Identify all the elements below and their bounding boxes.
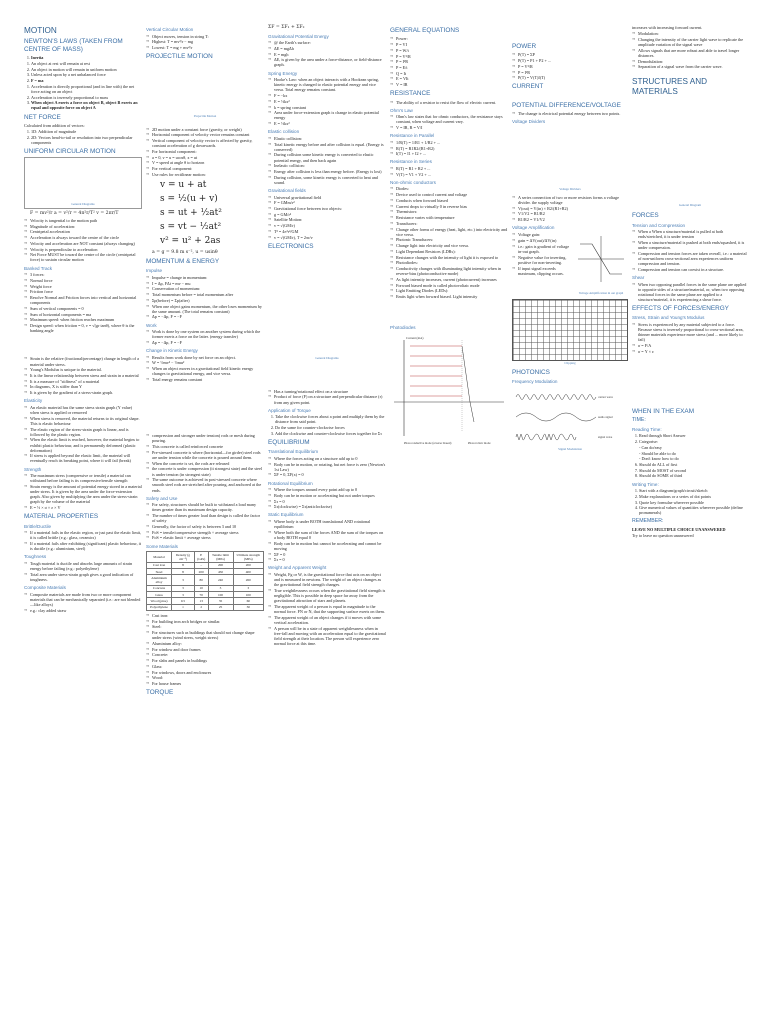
translational-list: ⇒ Where the forces acting on a structure add up to 0 ⇒ Body can be in motion, or rotating, but net force is zero (Newton's 1st Law) ⇒ ΣF = 0, ΣF(x) = 0: [268, 456, 386, 478]
shear-heading: Shear: [632, 274, 645, 280]
elasticity-list: ⇒ An elastic material has the same stress strain graph (Y value) when stress is applied or removed ⇒ When stress is removed, the material returns to its original shape. This is elastic behaviour ⇒ The elastic region of the stress-strain graph is linear, and is followed by the plastic region. ⇒ When the elastic limit is reached, however, the material begins to exhibit plastic behaviour, and is permanently deformed (plastic deformation) ⇒ If stress is applied beyond the elastic limit, the material will eventually reach its breaking point, where it will fail (break): [24, 405, 142, 464]
photodiode-chart-svg: [390, 332, 508, 450]
toughness-heading: Toughness: [24, 554, 47, 560]
elasticity-heading: Elasticity: [24, 398, 43, 404]
reading-time-list: 1. Read through Short Answer 2. Categorise: - Can do/easy - Should be able to do - Don't know how to do 6. Should do ALL of first 7. Should do MOST of second 8. Should do SOME of third: [632, 433, 748, 478]
work-list: ⇒ Work is done by one system on another system during which the former exerts a force on the latter. (energy transfer) ⇒ Δp = −Δp, F = −F: [146, 329, 264, 345]
table-row: Cast iron 8 – 200 200: [147, 562, 264, 568]
photo-axis-y-label: Current (mA): [406, 336, 424, 341]
reading-time-heading: Reading Time:: [632, 426, 662, 432]
table-row: Concrete 3 10 3 3: [147, 585, 264, 591]
table-row: Steel 8 200 450 400: [147, 568, 264, 574]
non-ohmic-list: ⇒ Diodes: ⇒ Device used to control current and voltage ⇒ Conducts when forward biased ⇒ Current drops to virtually 0 in reverse bias ⇒ Thermistors: ⇒ Resistance varies with temperature ⇒ Transducers: ⇒ Change other forms of energy (heat, light, etc.) into electricity and vice versa. ⇒ Photonic Transducers: ⇒ Change light into electricity and vice versa. ⇒ Light Dependant Resistors (LDRs): ⇒ Resistance changes with the intensity of light it is exposed to ⇒ Photodiodes: ⇒ Conductivity changes with illuminating light intensity when in reverse-bias (photoconductive mode) ⇒ As light intensity increases, current (photocurrent) increases ⇒ Forward biased mode is called photovoltaic mode ⇒ Light Emitting Diodes (LEDs): ⇒ Emits light when forward biased. Light intensity: [390, 186, 508, 299]
newtons-laws-list: 1. Inertia 1. An object at rest will remain at rest 2. An object in motion will remain in uniform motion 3. Unless acted upon by a net unbalanced force 2. F = ma 1. Acceleration is directly proportional (and in line with) the net force acting on an object 2. Acceleration is inversely proportional to mass 3. When object A exerts a force on object B, object B exerts an equal and opposite force on object A: [24, 55, 142, 110]
table-row: Aluminium alloy 3 80 240 260: [147, 575, 264, 585]
writing-time-heading: Writing Time:: [632, 481, 659, 487]
power-heading: POWER: [512, 43, 537, 50]
app-torque-heading: Application of Torque: [268, 407, 311, 413]
forces-heading: FORCES: [632, 212, 659, 220]
grav-fields-list: ⇒ Universal gravitational field ⇒ F = GMm/r² ⇒ Gravitational force between two objects: ⇒ g = GM/r² ⇒ Satellite Motion: ⇒ v = √(GM/r) ⇒ T² = 4π²r³/GM ⇒ v = √(GM/r), T = 2πr/v: [268, 195, 386, 240]
torque-heading: TORQUE: [146, 689, 174, 697]
app-torque-list: 1. Take the clockwise forces about a point and multiply them by the distance from said point. 2. Do the same for counter-clockwise forces 3. Add the clockwise and counter-clockwise forces together for Στ: [268, 414, 386, 436]
motion-heading: MOTION: [24, 26, 57, 35]
impulse-heading: Impulse: [146, 268, 163, 274]
vertical-circular-heading: Vertical Circular Motion: [146, 27, 194, 32]
projectile-diagram: Projectile Motion: [146, 63, 264, 125]
ucm-heading: UNIFORM CIRCULAR MOTION: [24, 148, 116, 155]
column-1: MOTION NEWTON'S LAWS (TAKEN FROM CENTRE OF MASS) 1. Inertia 1. An object at rest will remain at rest 2. An object in motion will remain in uniform motion 3. Unless acted upon by a net unbalanced force 2. F = ma 1. Acceleration is directly proportional (and in line with) the net force acting on an object 2. Acceleration is inversely proportional to mass 3. When object A exerts a force on object B, object B exerts an equal and opposite force on object A NET FORCE Calculated from addition of vectors: 1. 1D: Addition of magnitude 2. 2D: Vectors head-to-tail or resolution into two perpendicular components UNIFORM CIRCULAR MOTION General Diagrams F = mv²/r a = v²/r = 4π²r/T² v = 2πr/T ⇒ Velocity is tangential to the motion path ⇒ Magnitude of acceleration: ⇒ Centripetal acceleration ⇒ Acceleration is always toward the centre of the circle ⇒ Velocity and acceleration are NOT constant (always changing) ⇒ Velocity is perpendicular to acceleration ⇒ Net Force MUST be toward the centre of the circle (centripetal force) to sustain circular motion Banked Track ⇒ 3 forces: ⇒ Normal force ⇒ Weight force ⇒ Friction force ⇒ Resolve Normal and Friction forces into vertical and horizontal components ⇒ Sum of vertical components = 0 ⇒ Sum of horizontal components = ma ⇒ Maximum speed: when friction reaches maximum ⇒ Design speed: when friction = 0, v = √(gr tanθ), where θ is the banking angle ⇒ Strain is the relative (fractional/percentage) change in length of a material under stress. ⇒ Young's Modulus is unique to the material. ⇒ It is the linear relationship between stress and strain in a material ⇒ It is a measure of "stiffness" of a material ⇒ In diagrams, X is stiffer than Y ⇒ It is given by the gradient of a stress-strain graph. Elasticity ⇒ An elastic material has the same stress strain graph (Y value) when stress is applied or removed ⇒ When stress is removed, the material returns to its original shape. This is elastic behaviour ⇒ The elastic region of the stress-strain graph is linear, and is followed by the plastic region. ⇒ When the elastic limit is reached, however, the material begins to exhibit plastic behaviour, and is permanently deformed (plastic deformation) ⇒ If stress is applied beyond the elastic limit, the material will eventually reach its breaking point, where it will fail (break) Strength ⇒ The maximum stress (compressive or tensile) a material can withstand before failing is its compressive/tensile strength ⇒ Strain energy is the amount of potential energy stored in a material under stress. It is given by the area under the force-extension graph. Also given by multiplying the area under the stress-strain graph by the volume of the material ⇒ E = ½ × σ × ε × V MATERIAL PROPERTIES Brittle/Ductile ⇒ If a material fails in the elastic region, or just past the elastic limit, it is called brittle (e.g.: glass, ceramics) ⇒ If a material fails after exhibiting (significant) plastic behaviour, it is ductile (e.g.: aluminium, steel) Toughness ⇒ Tough material is ductile and absorbs large amounts of strain energy before failing (e.g.: polyethylene) ⇒ Total area under stress-strain graph gives a good indication of toughness. Composite Materials ⇒ Composite materials are made from two or more component materials that can be mechanically separated (i.e.: are not blended—like alloys) ⇒ e.g.: clay added straw: [24, 24, 142, 1014]
suvat-equations: v = u + at s = ½(u + v) s = ut + ½at² s = vt − ½at² v² = u² + 2as: [160, 179, 222, 247]
resistance-list: ⇒ The ability of a resistor to resist the flow of electric current.: [390, 100, 508, 105]
banked-track-heading: Banked Track: [24, 265, 53, 271]
column-4: [390, 24, 508, 1014]
rotational-heading: Rotational Equilibrium: [268, 480, 313, 486]
ohms-law-list: ⇒ Ohm's law states that for ohmic conductors, the resistance stays constant, when voltage and current vary. ⇒ V = IR, R = V/I: [390, 114, 508, 130]
voltage-divider-list: ⇒ A series connection of two or more resistors forms a voltage divider. the supply voltage ⇒ V(out) = V(in) × R2/(R1+R2) ⇒ V1/V2 = R1/R2 ⇒ R1/R2 = V1/V2: [512, 195, 628, 222]
audio-signal-line: [516, 413, 596, 421]
photo-axis-x2-label: Photovoltaic mode: [468, 441, 491, 446]
structures-heading: STRUCTURES AND MATERIALS: [632, 77, 708, 96]
column-6: increases with increasing forward current. ⇒ Modulation: ⇒ Changing the intensity of the carrier light wave to replicate the amplitude variation of the signal wave ⇒ Allows signals that are more robust and able to travel longer distances. ⇒ Demodulation: ⇒ Separation of a signal wave from the carrier wave. STRUCTURES AND MATERIALS General Diagram FORCES Tension and Compression ⇒ When a When a structure/material is pulled at both ends/stretched, it is under tension ⇒ When a structure/material is pushed at both ends/squashed, it is under compression. ⇒ Compression and tension forces are taken overall, i.e.: a material of non-uniform cross-sectional area experiences uniform compression and tension. ⇒ Compression and tension can coexist in a structure. Shear ⇒ When two opposing parallel forces in the same plane are applied to opposite sides of a structure/material, or, when two opposing rotational forces in the same plane are applied to a structure/material, it is experiencing a shear force. EFFECTS OF FORCES/ENERGY Stress, Strain and Young's Modulus ⇒ Stress is experienced by any material subjected to a force. Because stress is inversely proportional to cross-sectional area, thinner materials experience more stress (and ... more likely to fail) ⇒ σ = F/A ⇒ σ = Y × ε WHEN IN THE EXAM TIME: Reading Time: 1. Read through Short Answer 2. Categorise: - Can do/easy - Should be able to do - Don't know how to do 6. Should do ALL of first 7. Should do MOST of second 8. Should do SOME of third Writing Time: 1. Start with a diagram/graph/circuit/sketch 2. Make explanations or a series of dot points 3. Quote key formulae wherever possible 4. Give numerical values of quantities wherever possible (define pronumerals) REMEMBER: LEAVE NO MULTIPLE CHOICE UNANSWERED Try to leave no question unanswered: [632, 24, 748, 1014]
brittle-heading: Brittle/Ductile: [24, 523, 52, 529]
spring-energy-list: ⇒ Hooke's Law: when an object interacts with a Hookean spring, kinetic energy is changed to elastic potential energy and vice versa. Total energy remains constant. ⇒ F = −kx ⇒ E = ½kx² ⇒ k = spring constant ⇒ Area under force-extension graph is change in elastic potential energy ⇒ E = ½kx²: [268, 77, 386, 126]
carrier-wave-line: [516, 394, 596, 399]
voltage-amp-list: ⇒ Voltage gain: ⇒ gain = ΔV(out)/ΔV(in) ⇒ i.e.: gain is gradient of voltage in-out graph. ⇒ Negative value for inverting, positive for non-inverting. ⇒ If input signal exceeds maximum, clipping occurs.: [512, 232, 572, 296]
strength-heading: Strength: [24, 466, 42, 472]
signal-wave-line: [516, 434, 576, 440]
vertical-circular-list: ⇒ Object moves, tension in string T: ⇒ Highest: T = mv²/r − mg ⇒ Lowest: T = mg + mv²/r: [146, 34, 264, 51]
work-heading: Work: [146, 322, 157, 328]
photo-axis-x-label: Photoconductive mode (reverse biased): [404, 441, 452, 446]
strain-list: ⇒ Strain is the relative (fractional/percentage) change in length of a material under stress. ⇒ Young's Modulus is unique to the material. ⇒ It is the linear relationship between stress and strain in a material ⇒ It is a measure of "stiffness" of a material ⇒ In diagrams, X is stiffer than Y ⇒ It is given by the gradient of a stress-strain graph.: [24, 356, 142, 395]
static-list: ⇒ Where body is under BOTH translational AND rotational equilibrium ⇒ Where both the sum of the forces AND the sum of the torques on a body BOTH equal 0 ⇒ Body can be in motion but cannot be accelerating and cannot be moving ⇒ ΣF = 0 ⇒ Στ = 0: [268, 519, 386, 562]
series-list: ⇒ R(T) = R1 + R2 + ... ⇒ V(T) = V1 + V2 + ...: [390, 166, 508, 177]
current-heading: CURRENT: [512, 83, 544, 91]
banked-track-list: ⇒ 3 forces: ⇒ Normal force ⇒ Weight force ⇒ Friction force ⇒ Resolve Normal and Friction forces into vertical and horizontal components ⇒ Sum of vertical components = 0 ⇒ Sum of horizontal components = ma ⇒ Maximum speed: when friction reaches maximum ⇒ Design speed: when friction = 0, v = √(gr tanθ), where θ is the banking angle: [24, 272, 142, 333]
table-row: Wood (pine) 0.5 13 35 60: [147, 598, 264, 604]
table-header-row: Material Density (g cm⁻³) E (GPa) Tensile limit (MPa) Ultimate strength (MPa): [147, 552, 264, 562]
elastic-collision-heading: Elastic collision: [268, 129, 300, 135]
frequency-modulation-heading: Frequency Modulation: [512, 379, 558, 385]
pd-list: ⇒ The change is electrical potential energy between two points.: [512, 111, 628, 116]
column-3: ΣF = ΣF₁ + ΣF₂ Gravitational Potential Energy ⇒ @ the Earth's surface: ⇒ ΔE = mgΔh ⇒ E = mgh ⇒ ΔE, is given by the area under a force-distance, or field-distance graph. Spring Energy ⇒ Hooke's Law: when an object interacts with a Hookean spring, kinetic energy is changed to elastic potential energy and vice versa. Total energy remains constant. ⇒ F = −kx ⇒ E = ½kx² ⇒ k = spring constant ⇒ Area under force-extension graph is change in elastic potential energy ⇒ E = ½kx² Elastic collision ⇒ Elastic collision: ⇒ Total kinetic energy before and after collision is equal. (Energy is conserved) ⇒ During collision some kinetic energy is converted to elastic potential energy, and then back again ⇒ Inelastic collision: ⇒ Energy after collision is less than energy before. (Energy is lost) ⇒ During collision, some kinetic energy is converted to heat and sound. Gravitational fields ⇒ Universal gravitational field ⇒ F = GMm/r² ⇒ Gravitational force between two objects: ⇒ g = GM/r² ⇒ Satellite Motion: ⇒ v = √(GM/r) ⇒ T² = 4π²r³/GM ⇒ v = √(GM/r), T = 2πr/v ELECTRONICS General Diagrams ⇒ Has a turning/rotational effect on a structure ⇒ Product of force (F) on a structure and perpendicular distance (r) from any given point. Application of Torque 1. Take the clockwise forces about a point and multiply them by the distance from said point. 2. Do the same for counter-clockwise forces 3. Add the clockwise and counter-clockwise forces together for Στ EQUILIBRIUM Translational Equilibrium ⇒ Where the forces acting on a structure add up to 0 ⇒ Body can be in motion, or rotating, but net force is zero (Newton's 1st Law) ⇒ ΣF = 0, ΣF(x) = 0 Rotational Equilibrium ⇒ Where the torques around every point add up to 0 ⇒ Body can be in motion or accelerating but not under torques ⇒ Στ = 0 ⇒ Στ(clockwise) = Στ(anticlockwise) Static Equilibrium ⇒ Where body is under BOTH translational AND rotational equilibrium ⇒ Where both the sum of the forces AND the sum of the torques on a body BOTH equal 0 ⇒ Body can be in motion but cannot be accelerating and cannot be moving ⇒ ΣF = 0 ⇒ Στ = 0 Weight and Apparent Weight ⇒ Weight, Fg or W, is the gravitational force that acts on an object and is measured in newtons. The weight of an object changes as the gravitational field strength changes. ⇒ True weightlessness occurs when the gravitational field strength is negligible. This is possible in deep space far away from the gravitational attraction of stars and planets. ⇒ The apparent weight of a person is equal in magnitude to the normal force. FN or N, that the supporting surface exerts on them. ⇒ The apparent weight of an object changes if it moves with some vertical acceleration. ⇒ A person will be in a state of apparent weightlessness when in free-fall and moving with an acceleration equal to the gravitational field strength at their location. The person will experience zero normal force at this time.: [268, 24, 386, 1014]
clipping-graph: [512, 299, 628, 361]
projectile-list: ⇒ 2D motion under a constant force (gravity, or weight) ⇒ Horizontal component of velocity vector remains constant ⇒ Vertical component of velocity vector is affected by gravity, constant acceleration of g downwards. ⇒ For horizontal component: ⇒ a = 0, v = u = ucosθ, x = ut ⇒ V = speed at angle θ to horizon ⇒ For vertical component: ⇒ Use rules for rectilinear motion:: [146, 127, 264, 177]
stress-strain-heading: Stress, Strain and Young's Modulus: [632, 315, 705, 321]
voltage-amp-heading: Voltage Amplification: [512, 225, 555, 231]
electronics-diagram: General Diagrams: [268, 252, 386, 362]
photodiodes-heading: Photodiodes: [390, 324, 416, 330]
translational-heading: Translational Equilibrium: [268, 449, 319, 455]
safety-heading: Safety and Use: [146, 495, 178, 501]
projectile-heading: PROJECTILE MOTION: [146, 53, 213, 61]
torque-list: ⇒ Has a turning/rotational effect on a structure ⇒ Product of force (F) on a structure and perpendicular distance (r) from any given point.: [268, 389, 386, 405]
exam-heading: WHEN IN THE EXAM: [632, 407, 695, 415]
effects-heading: EFFECTS OF FORCES/ENERGY: [632, 305, 729, 313]
tension-compression-list: ⇒ When a When a structure/material is pulled at both ends/stretched, it is under tension ⇒ When a structure/material is pushed at both ends/squashed, it is under compression. ⇒ Compression and tension forces are taken overall, i.e.: a material of non-uniform cross-sectional area experiences uniform compression and tension. ⇒ Compression and tension can coexist in a structure.: [632, 229, 748, 272]
modulation-list: ⇒ Modulation: ⇒ Changing the intensity of the carrier light wave to replicate the amplitude variation of the signal wave ⇒ Allows signals that are more robust and able to travel longer distances. ⇒ Demodulation: ⇒ Separation of a signal wave from the carrier wave.: [632, 31, 748, 69]
tension-compression-heading: Tension and Compression: [632, 222, 686, 228]
elastic-collision-list: ⇒ Elastic collision: ⇒ Total kinetic energy before and after collision is equal. (Energy is conserved) ⇒ During collision some kinetic energy is converted to elastic potential energy, and then back again ⇒ Inelastic collision: ⇒ Energy after collision is less than energy before. (Energy is lost) ⇒ During collision, some kinetic energy is converted to heat and sound.: [268, 136, 386, 185]
weight-heading: Weight and Apparent Weight: [268, 565, 327, 571]
concrete-list: ⇒ compression and stronger under tension) rods or mesh during pouring. ⇒ This concrete is called reinforced concrete ⇒ Pre-stressed concrete is where (horizontal—for girder) steel rods are under tension while the concrete is poured around them. ⇒ When the concrete is set, the rods are released ⇒ the concrete is under compression (it strongest state) and the steel is under tension (in strongest state) ⇒ The same outcome is achieved in post-stressed concrete where smooth steel rods are stretched after pouring, and anchored at the ends.: [146, 433, 264, 492]
grav-potential-list: ⇒ @ the Earth's surface: ⇒ ΔE = mgΔh ⇒ E = mgh ⇒ ΔE, is given by the area under a force-distance, or field-distance graph.: [268, 40, 386, 67]
net-force-heading: NET FORCE: [24, 113, 61, 121]
frequency-modulation-diagram: carrier wave audio signal signal wave Signal Modulation: [512, 387, 628, 453]
momentum-heading: MOMENTUM & ENERGY: [146, 258, 220, 266]
grav-potential-heading: Gravitational Potential Energy: [268, 33, 329, 39]
impulse-list: ⇒ Impulse = change in momentum: ⇒ I = Δp, FΔt = mv − mu ⇒ Conservation of momentum: ⇒ Total momentum before = total momentum after ⇒ Σp(before) = Σp(after) ⇒ When one object gains momentum, the other loses momentum by the same amount. (The total remains constant) ⇒ Δp = −Δp, F = −F: [146, 275, 264, 320]
brittle-list: ⇒ If a material fails in the elastic region, or just past the elastic limit, it is called brittle (e.g.: glass, ceramics) ⇒ If a material fails after exhibiting (significant) plastic behaviour, it is ductile (e.g.: aluminium, steel): [24, 530, 142, 551]
composite-heading: Composite Materials: [24, 585, 66, 590]
toughness-list: ⇒ Tough material is ductile and absorbs large amounts of strain energy before failing (e.g.: polyethylene) ⇒ Total area under stress-strain graph gives a good indication of toughness.: [24, 561, 142, 582]
newtons-laws-heading: NEWTON'S LAWS (TAKEN FROM CENTRE OF MASS): [24, 38, 123, 53]
column-5: POWER ⇒ P(T) = ΣP ⇒ P(T) = P1 + P2 + ... ⇒ P = V²/R ⇒ P = I²R ⇒ P(T) = V(T)I(T) CURRENT POTENTIAL DIFFERENCE/VOLTAGE ⇒ The change is electrical potential energy between two points. Voltage Dividers Voltage Dividers ⇒ A series connection of two or more resistors forms a voltage divider. the supply voltage ⇒ V(out) = V(in) × R2/(R1+R2) ⇒ V1/V2 = R1/R2 ⇒ R1/R2 = V1/V2 Voltage Amplification ⇒ Voltage gain: ⇒ gain = ΔV(out)/ΔV(in) ⇒ i.e.: gain is gradient of voltage in-out graph. ⇒ Negative value for inverting, positive for non-inverting. ⇒ If input signal exceeds maximum, clipping occurs. Voltage Amplification in out graph Clipping PHOTONICS Frequency Modulation carrier wave audio signal signal wave Signal Modulation: [512, 24, 628, 1014]
carrier-wave-label: carrier wave: [598, 394, 613, 399]
electronics-heading: ELECTRONICS: [268, 242, 314, 250]
audio-signal-label: audio signal: [598, 414, 613, 419]
ohms-law-heading: Ohm's Law: [390, 107, 413, 113]
column-2: Vertical Circular Motion ⇒ Object moves, tension in string T: ⇒ Highest: T = mv²/r − mg ⇒ Lowest: T = mg + mv²/r PROJECTILE MOTION Projectile Motion ⇒ 2D motion under a constant force (gravity, or weight) ⇒ Horizontal component of velocity vector remains constant ⇒ Vertical component of velocity vector is affected by gravity, constant acceleration of g downwards. ⇒ For horizontal component: ⇒ a = 0, v = u = ucosθ, x = ut ⇒ V = speed at angle θ to horizon ⇒ For vertical component: ⇒ Use rules for rectilinear motion: v = u + at s = ½(u + v) s = ut + ½at² s = vt − ½at² v² = u² + 2as a = g = 9.8 m s⁻², u = usinθ MOMENTUM & ENERGY Impulse ⇒ Impulse = change in momentum: ⇒ I = Δp, FΔt = mv − mu ⇒ Conservation of momentum: ⇒ Total momentum before = total momentum after ⇒ Σp(before) = Σp(after) ⇒ When one object gains momentum, the other loses momentum by the same amount. (The total remains constant) ⇒ Δp = −Δp, F = −F Work ⇒ Work is done by one system on another system during which the former exerts a force on the latter. (energy transfer) ⇒ Δp = −Δp, F = −F Change in Kinetic Energy ⇒ Results from work done by net force on an object. ⇒ W = ½mv² − ½mu² ⇒ When an object moves in a gravitational field kinetic energy changes to gravitational energy, and vice versa. ⇒ Total energy remains constant ⇒ compression and stronger under tension) rods or mesh during pouring. ⇒ This concrete is called reinforced concrete ⇒ Pre-stressed concrete is where (horizontal—for girder) steel rods are under tension while the concrete is poured around them. ⇒ When the concrete is set, the rods are released ⇒ the concrete is under compression (it strongest state) and the steel is under tension (in strongest state) ⇒ The same outcome is achieved in post-stressed concrete where smooth steel rods are stretched after pouring, and anchored at the ends. Safety and Use ⇒ For safety, structures should be built to withstand a load many times greater than its maximum design capacity. ⇒ The number of times greater load than design is called the factor of safety ⇒ Generally, the factor of safety is between 3 and 10 ⇒ FoS = tensile/compressive strength ÷ average stress ⇒ FoS = elastic limit ÷ average stress Some Materials Material Density (g cm⁻³) E (GPa) Tensile limit (MPa) Ultimate strength (MPa) Cast iron 8 – 200 200 Steel 8 200 450 400 Aluminium alloy 3 80 240 260 Concrete 3 10 3 3 Glass 3 70 100 100 Wood (pine) 0.5 13 35 60 Polyethylene 1 2 25 30 ⇒ Cast iron: ⇒ For building iron arch bridges or similar. ⇒ Steel: ⇒ For structures such as buildings that should not change shape under stress (wind stress, weight stress) ⇒ Aluminium alloy: ⇒ For window and door frames ⇒ Concrete: ⇒ For slabs and panels in buildings ⇒ Glass: ⇒ For windows, doors and enclosures ⇒ Wood: ⇒ For house frames TORQUE: [146, 24, 264, 1014]
time-heading: TIME:: [632, 416, 646, 423]
amp-graph: Voltage Amplification in out graph: [574, 232, 628, 296]
voltage-divider-diagram: Voltage Dividers: [512, 127, 628, 193]
stress-strain-list: ⇒ Stress is experienced by any material subjected to a force. Because stress is inversely proportional to cross-sectional area, thinner materials experience more stress (and ... more likely to fail) ⇒ σ = F/A ⇒ σ = Y × ε: [632, 322, 748, 354]
equilibrium-heading: EQUILIBRIUM: [268, 438, 310, 446]
ucm-list: ⇒ Velocity is tangential to the motion path ⇒ Magnitude of acceleration: ⇒ Centripetal acceleration ⇒ Acceleration is always toward the centre of the circle ⇒ Velocity and acceleration are NOT constant (always changing) ⇒ Velocity is perpendicular to acceleration ⇒ Net Force MUST be toward the centre of the circle (centripetal force) to sustain circular motion: [24, 218, 142, 263]
spring-energy-heading: Spring Energy: [268, 70, 298, 76]
power-list: ⇒ P(T) = ΣP ⇒ P(T) = P1 + P2 + ... ⇒ P = V²/R ⇒ P = I²R ⇒ P(T) = V(T)I(T): [512, 52, 628, 80]
ucm-formula: F = mv²/r a = v²/r = 4π²r/T² v = 2πr/T: [30, 211, 119, 217]
kinetic-energy-heading: Change in Kinetic Energy: [146, 348, 198, 354]
potential-difference-heading: POTENTIAL DIFFERENCE/VOLTAGE: [512, 101, 621, 109]
resistance-heading: RESISTANCE: [390, 90, 431, 98]
material-properties-heading: MATERIAL PROPERTIES: [24, 513, 99, 521]
photodiode-graph: [390, 332, 508, 450]
grav-fields-heading: Gravitational fields: [268, 187, 306, 193]
shear-list: ⇒ When two opposing parallel forces in the same plane are applied to opposite sides of a structure/material, or, when two opposing rotational forces in the same plane are applied to a structure/material, it is experiencing a shear force.: [632, 282, 748, 303]
voltage-dividers-heading: Voltage Dividers: [512, 119, 546, 125]
general-equations-heading: GENERAL EQUATIONS: [390, 27, 460, 34]
static-heading: Static Equilibrium: [268, 512, 304, 518]
table-row: Polyethylene 1 2 25 30: [147, 604, 264, 610]
kinetic-energy-list: ⇒ Results from work done by net force on an object. ⇒ W = ½mv² − ½mu² ⇒ When an object moves in a gravitational field kinetic energy changes to gravitational energy, and vice versa. ⇒ Total energy remains constant: [146, 355, 264, 382]
general-equations-list: ⇒ Power: ⇒ P = VI ⇒ P = W/t ⇒ P = V²/R ⇒ P = I²R ⇒ P = E/t ⇒ Q = It ⇒ E = VIt ⇒ V = IR: [390, 36, 508, 87]
some-materials-heading: Some Materials: [146, 543, 178, 549]
materials-table: [146, 551, 264, 611]
structures-diagram: General Diagram: [632, 99, 748, 209]
rotational-list: ⇒ Where the torques around every point add up to 0 ⇒ Body can be in motion or accelerating but not under torques ⇒ Στ = 0 ⇒ Στ(clockwise) = Στ(anticlockwise): [268, 487, 386, 509]
signal-wave-label: signal wave: [598, 434, 613, 439]
composite-list: ⇒ Composite materials are made from two or more component materials that can be mechanically separated (i.e.: are not blended—like alloys) ⇒ e.g.: clay added straw: [24, 592, 142, 613]
safety-list: ⇒ For safety, structures should be built to withstand a load many times greater than its maximum design capacity. ⇒ The number of times greater load than design is called the factor of safety ⇒ Generally, the factor of safety is between 3 and 10 ⇒ FoS = tensile/compressive strength ÷ average stress ⇒ FoS = elastic limit ÷ average stress: [146, 502, 264, 540]
series-heading: Resistance in Series: [390, 159, 432, 165]
material-uses-list: ⇒ Cast iron: ⇒ For building iron arch bridges or similar. ⇒ Steel: ⇒ For structures such as buildings that should not change shape under stress (wind stress, weight stress) ⇒ Aluminium alloy: ⇒ For window and door frames ⇒ Concrete: ⇒ For slabs and panels in buildings ⇒ Glass: ⇒ For windows, doors and enclosures ⇒ Wood: ⇒ For house frames: [146, 613, 264, 686]
net-force-list: 1. 1D: Addition of magnitude 2. 2D: Vectors head-to-tail or resolution into two perpendicular components: [24, 129, 142, 145]
strength-list: ⇒ The maximum stress (compressive or tensile) a material can withstand before failing is its compressive/tensile strength ⇒ Strain energy is the amount of potential energy stored in a material under stress. It is given by the area under the force-extension graph. Also given by multiplying the area under the stress-strain graph by the volume of the material ⇒ E = ½ × σ × ε × V: [24, 473, 142, 510]
non-ohmic-heading: Non-ohmic conductors: [390, 179, 436, 185]
ucm-diagram: General Diagrams: [24, 157, 142, 209]
table-row: Glass 3 70 100 100: [147, 592, 264, 598]
parallel-heading: Resistance in Parallel: [390, 133, 435, 139]
weight-list: ⇒ Weight, Fg or W, is the gravitational force that acts on an object and is measured in newtons. The weight of an object changes as the gravitational field strength changes. ⇒ True weightlessness occurs when the gravitational field strength is negligible. This is possible in deep space far away from the gravitational attraction of stars and planets. ⇒ The apparent weight of a person is equal in magnitude to the normal force. FN or N, that the supporting surface exerts on them. ⇒ The apparent weight of an object changes if it moves with some vertical acceleration. ⇒ A person will be in a state of apparent weightlessness when in free-fall and moving with an acceleration equal to the gravitational field strength at their location. The person will experience zero normal force at this time.: [268, 572, 386, 646]
remember-heading: REMEMBER:: [632, 517, 664, 524]
writing-time-list: 1. Start with a diagram/graph/circuit/sketch 2. Make explanations or a series of dot points 3. Quote key formulae wherever possible 4. Give numerical values of quantities wherever possible (define pronumerals): [632, 488, 748, 515]
parallel-list: ⇒ 1/R(T) = 1/R1 + 1/R2 + ... ⇒ R(T) = R1R2/(R1+R2) ⇒ I(T) = I1 + I2 + ...: [390, 140, 508, 157]
photonics-heading: PHOTONICS: [512, 368, 550, 376]
